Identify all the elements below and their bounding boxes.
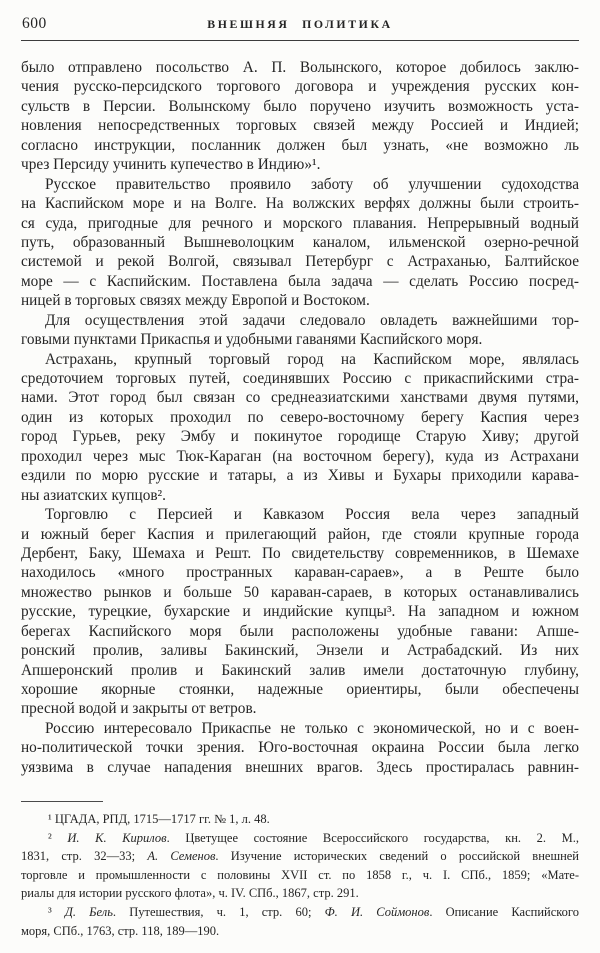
text-line: уязвима в случае нападения внешних врагов. Здесь простиралась равнин- xyxy=(21,758,579,776)
footnotes xyxy=(21,810,579,940)
text-line: ся суда, пригодные для речного и морского плавания. Непрерывный водный xyxy=(21,214,579,232)
footnote-line xyxy=(21,829,579,848)
footnote-line xyxy=(21,866,579,885)
page-number: 600 xyxy=(22,15,47,32)
text-line: но-политической точки зрения. Юго-восточная окраина России была легко xyxy=(21,739,579,757)
text-line: Апшеронский пролив и Бакинский залив имели достаточную глубину, xyxy=(21,661,579,679)
footnote-text: ³ xyxy=(48,904,65,919)
header-rule xyxy=(21,40,579,41)
text-line: было отправлено посольство А. П. Волынского, которое добилось заклю- xyxy=(21,59,579,76)
text-line: русские, турецкие, бухарские и индийские купцы³. На западном и южном xyxy=(21,603,579,621)
text-line: ронский пролив, заливы Бакинский, Энзели и Астрабадский. Из них xyxy=(21,642,579,660)
footnote-text: . Изучение исторических сведений о российской внешней xyxy=(215,849,579,864)
footnote-text: торговле и промышленности с половины XVII ст. по 1858 г., ч. I. СПб., 1859; «Мате- xyxy=(21,867,579,882)
text-line: проходил через мыс Тюк-Караган (на восточном берегу), куда из Астрахани xyxy=(21,447,579,465)
text-line: пресной водой и закрыты от ветров. xyxy=(21,700,257,718)
text-line: хорошие якорные стоянки, надежные ориентиры, были обеспечены xyxy=(21,681,579,698)
body-text xyxy=(21,58,579,777)
text-line: сульств в Персии. Волынскому было поручено изучить возможность уста- xyxy=(21,97,579,115)
footnote-text: . Путешествия, ч. 1, стр. 60; xyxy=(112,904,325,919)
footnote-text: ² xyxy=(48,830,68,845)
text-line: ны азиатских купцов². xyxy=(21,486,166,504)
text-line: Торговлю с Персией и Кавказом Россия вела через западный xyxy=(45,506,579,524)
footnote-text: ¹ ЦГАДА, РПД, 1715—1717 гг. № 1, л. 48. xyxy=(48,812,270,826)
footnote-author: А. Семенов xyxy=(147,849,216,864)
footnote-line xyxy=(21,810,579,829)
text-line: Русское правительство проявило заботу об улучшении судоходства xyxy=(45,175,579,193)
text-line: берегах Каспийского моря были расположены удобные гавани: Апше- xyxy=(21,622,579,640)
text-line: город Гурьев, реку Эмбу и покинутое городище Старую Хиву; другой xyxy=(21,428,579,446)
text-line: Дербент, Баку, Шемаха и Решт. По свидетельству современников, в Шемахе xyxy=(21,544,579,562)
text-line: Россию интересовало Прикаспье не только с экономической, но и с воен- xyxy=(45,719,579,737)
text-line: чения русско-персидского торгового договора и учреждения русских кон- xyxy=(21,78,579,96)
text-line: путь, образованный Вышневолоцким каналом, ильменской озерно-речной xyxy=(21,233,579,251)
text-line: один из которых проходил по северо-восточному берегу Каспия через xyxy=(21,408,579,426)
footnote-line xyxy=(21,922,579,941)
text-line: находилось «много пространных караван-сараев», а в Реште было xyxy=(21,564,579,582)
footnote-line xyxy=(21,884,579,903)
footnote-author: Ф. И. Соймонов xyxy=(324,904,430,919)
footnote-line xyxy=(21,847,579,866)
text-line: системой и рекой Волгой, связывал Петербург с Астраханью, Балтийское xyxy=(21,253,579,271)
footnote-text: риалы для истории русского флота», ч. IV. СПб., 1867, стр. 291. xyxy=(21,886,359,901)
footnote-line xyxy=(21,903,579,922)
footnote-author: Д. Бель xyxy=(64,904,113,919)
text-line: море — с Каспийским. Поставлена была задача — сделать Россию посред- xyxy=(21,272,579,290)
text-line: нами. Этот город был связан со среднеазиатскими ханствами двумя путями, xyxy=(21,389,579,407)
footnote-text: 1831, стр. 32—33; xyxy=(21,849,148,864)
text-line: новления непосредственных торговых связей между Россией и Индией; xyxy=(21,117,579,135)
text-line: Астрахань, крупный торговый город на Каспийском море, являлась xyxy=(45,350,579,368)
text-line: и южный берег Каспия и прилегающий район, где стояли крупные города xyxy=(21,525,579,543)
text-line: ездили по морю русские и татары, а из Хивы и Бухары приходили карава- xyxy=(21,467,579,485)
footnote-separator xyxy=(21,801,103,802)
footnote-text: моря, СПб., 1763, стр. 118, 189—190. xyxy=(21,923,220,938)
text-line: Для осуществления этой задачи следовало овладеть важнейшими тор- xyxy=(45,311,579,329)
text-line: множество рынков и больше 50 караван-сараев, в которых останавливались xyxy=(21,583,579,601)
text-line: ницей в торговых связях между Европой и Востоком. xyxy=(21,292,370,310)
footnote-text: . Описание Каспийского xyxy=(429,904,579,919)
footnote-text: . Цветущее состояние Всероссийского государства, кн. 2. М., xyxy=(166,830,579,845)
footnote-author: И. К. Кирилов xyxy=(67,830,167,845)
text-line: чрез Персиду учинить купечество в Индию»¹. xyxy=(21,156,321,174)
running-title: ВНЕШНЯЯ ПОЛИТИКА xyxy=(207,17,393,31)
text-line: средоточием торговых путей, соединявших Россию с прикаспийскими стра- xyxy=(21,370,579,387)
text-line: говыми пунктами Прикаспья и удобными гаванями Каспийского моря. xyxy=(21,331,483,349)
text-line: согласно инструкции, посланник должен был узнать, «не возможно ль xyxy=(21,136,579,154)
text-line: на Каспийском море и на Волге. На волжских верфях должны были строить- xyxy=(21,195,579,213)
page-header xyxy=(21,13,579,35)
